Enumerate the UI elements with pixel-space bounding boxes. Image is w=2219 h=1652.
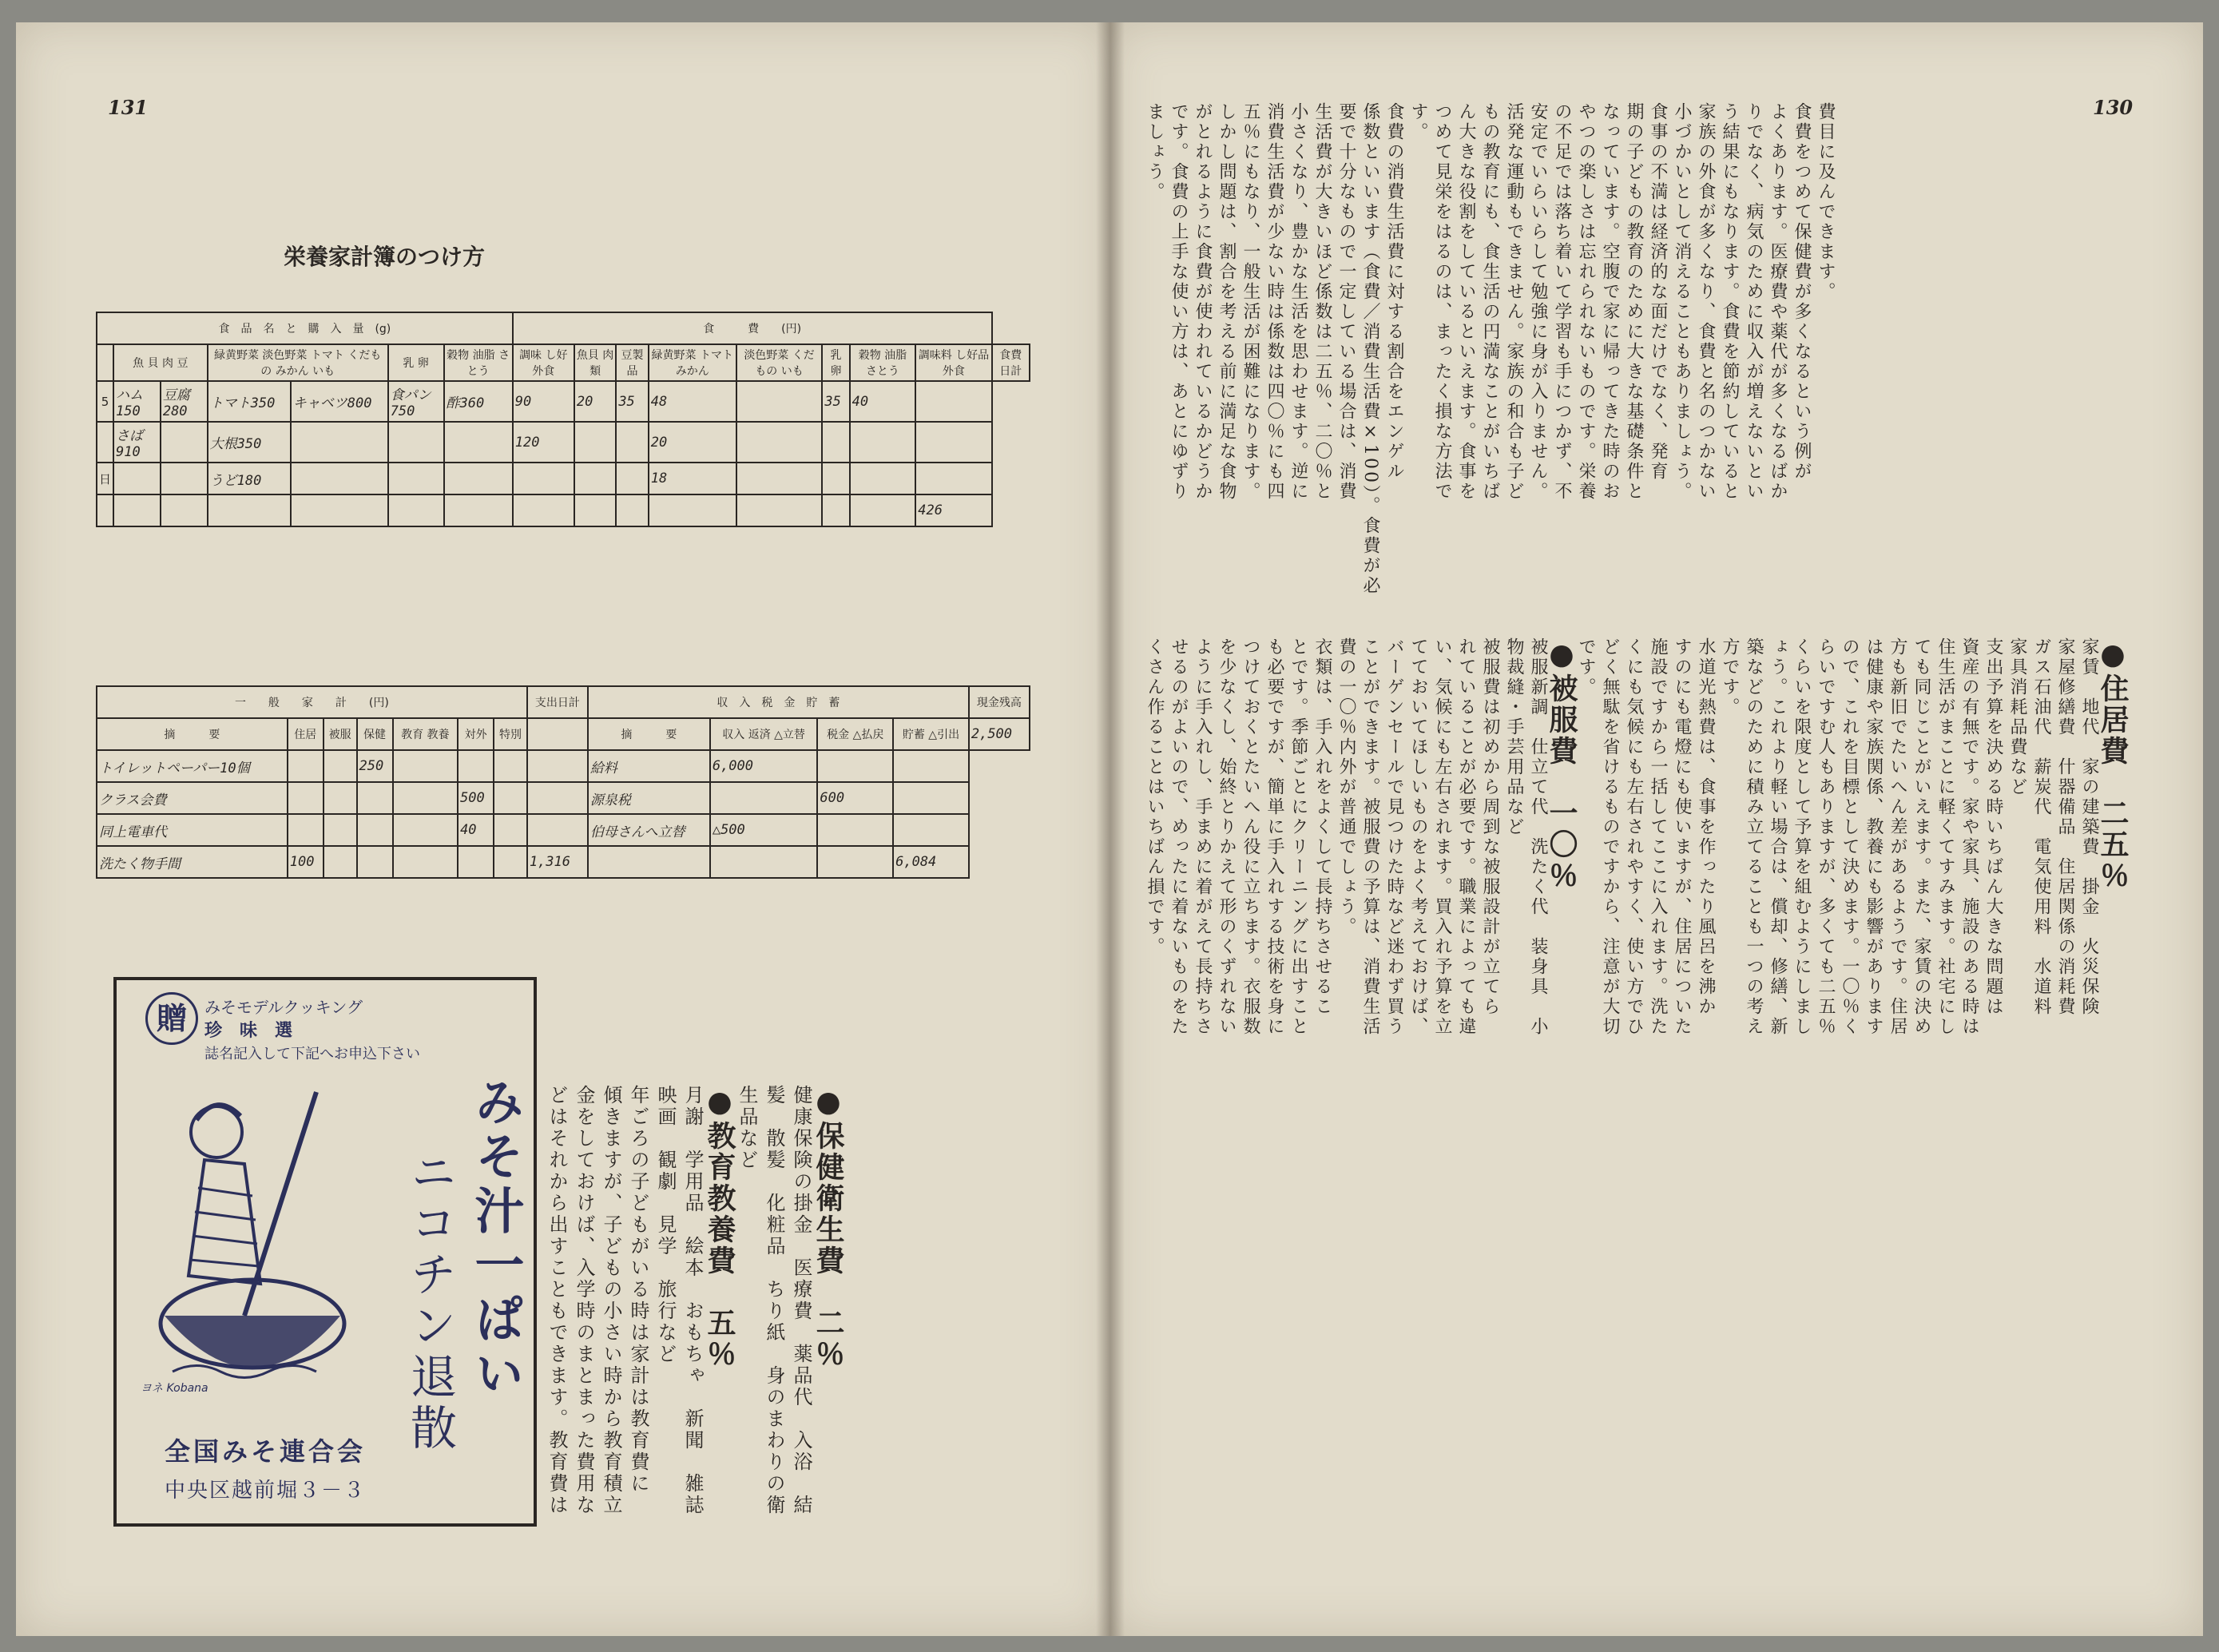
right-bottom-text xyxy=(1142,637,2130,1596)
food-cell xyxy=(616,463,648,494)
general-cell xyxy=(527,750,588,782)
general-cell xyxy=(324,750,357,782)
housing-line: 方も新旧でたいへん差があるようです。住居 xyxy=(1888,637,1907,1037)
food-cell xyxy=(291,422,388,463)
housing-line: 家具消耗品費など xyxy=(2007,637,2027,797)
general-col-left-6: 特別 xyxy=(494,718,527,750)
clothing-line: も必要ですが、簡単に手入れする技術を身に xyxy=(1264,637,1284,1037)
food-cell: 120 xyxy=(513,422,574,463)
food-body-line: う結果にもなります。食費を節約していると xyxy=(1720,102,1740,502)
food-cell xyxy=(444,463,513,494)
table-title: 栄養家計簿のつけ方 xyxy=(284,244,486,270)
ad-slogan1: みそ汁一ぱい xyxy=(466,1076,525,1402)
general-cell xyxy=(527,814,588,846)
health-heading: ●保健衛生費 二％ xyxy=(812,1085,845,1370)
food-cell xyxy=(915,381,991,422)
food-cell xyxy=(850,422,916,463)
food-col-right-5: 穀物 油脂 さとう xyxy=(850,344,916,381)
food-cell xyxy=(388,494,444,526)
food-col-left-3: 穀物 油脂 さとう xyxy=(444,344,513,381)
general-cell: 1,316 xyxy=(527,846,588,878)
food-cell: 20 xyxy=(574,381,616,422)
general-col-income-0: 摘 要 xyxy=(588,718,710,750)
general-col-left-2: 被服 xyxy=(324,718,357,750)
general-col-income-1: 収入 返済 △立替 xyxy=(710,718,818,750)
housing-line: 家屋修繕費 什器備品 住居関係の消耗費 xyxy=(2055,637,2075,1017)
clothing-line: ように手入れし、手まめに着がえて長持ちさ xyxy=(1193,637,1213,1037)
general-cell xyxy=(710,782,818,814)
utility-line: くにも気候にも左右されやすく、使い方でひ xyxy=(1624,637,1644,1037)
housing-line: 住生活がまことに軽くてすみます。社宅にし xyxy=(1935,637,1955,1037)
woman-stirring-pot-illustration xyxy=(149,1076,356,1412)
clothing-line: せるのがよいので、めったに着ないものをた xyxy=(1169,637,1189,1037)
clothing-line: ことができます。被服費の予算は、消費生活 xyxy=(1360,637,1380,1037)
book-gutter xyxy=(1096,22,1125,1636)
general-cell: 6,000 xyxy=(710,750,818,782)
food-cell xyxy=(388,463,444,494)
food-cell: さば910 xyxy=(113,422,161,463)
general-cell xyxy=(393,750,458,782)
engel-line: 要で十分なもので一定している場合は、消費 xyxy=(1336,102,1356,502)
general-header-left: 一 般 家 計 (円) xyxy=(97,686,527,718)
general-household-table xyxy=(96,685,1030,879)
education-line: 年ごろの子どもがいる時は家計は教育費に xyxy=(627,1085,649,1495)
utility-line: 施設ですから一括してここに入れます。洗た xyxy=(1648,637,1668,1037)
general-cell xyxy=(527,782,588,814)
right-top-line: しかし問題は、割合を考える前に満足な食物 xyxy=(1217,102,1237,502)
food-body-line: なっています。空腹で家に帰ってきた時のお xyxy=(1600,102,1620,502)
food-cell: 大根350 xyxy=(208,422,291,463)
food-cell xyxy=(736,381,823,422)
education-line: 映画 観劇 見学 旅行など xyxy=(654,1085,677,1365)
general-cell: 給料 xyxy=(588,750,710,782)
page-number-right: 130 xyxy=(2093,96,2134,119)
general-cell: 源泉税 xyxy=(588,782,710,814)
general-col-left-4: 教育 教養 xyxy=(393,718,458,750)
utility-line: です。 xyxy=(1576,637,1596,697)
food-body-line: 期の子どもの教育のために大きな基礎条件と xyxy=(1624,102,1644,502)
food-cell xyxy=(574,494,616,526)
general-cell xyxy=(324,846,357,878)
general-cell xyxy=(893,814,969,846)
housing-line: 方です。 xyxy=(1720,637,1740,717)
food-col-right-0: 魚貝 肉類 xyxy=(574,344,616,381)
food-cell xyxy=(649,494,736,526)
ad-organization: 全国みそ連合会 xyxy=(165,1436,367,1467)
food-rows xyxy=(97,381,1030,526)
food-cell xyxy=(574,422,616,463)
clothing-line: つけておくとたいへん役に立ちます。衣服数 xyxy=(1240,637,1260,1037)
clothing-line: 被服費は初めから周到な被服設計が立てら xyxy=(1480,637,1500,1017)
food-cell xyxy=(850,463,916,494)
general-cell xyxy=(357,782,393,814)
general-cell xyxy=(817,750,893,782)
general-row xyxy=(97,814,1030,846)
food-date-cell xyxy=(97,422,113,463)
clothing-line: 衣類は、手入れをよくして長持ちさせるこ xyxy=(1312,637,1332,1017)
clothing-line: 費の一〇％内外が普通でしょう。 xyxy=(1336,637,1356,937)
housing-line: くらいを限度として予算を組むようにしまし xyxy=(1792,637,1812,1037)
general-cell xyxy=(893,750,969,782)
food-body-line: す。 xyxy=(1408,102,1428,142)
food-body-line: 食費をつめて保健費が多くなるという例が xyxy=(1792,102,1812,482)
general-cell: 250 xyxy=(357,750,393,782)
health-line: 生品など xyxy=(736,1085,758,1171)
housing-line: ょう。これより軽い場合は、償却、修繕、新 xyxy=(1768,637,1788,1037)
food-row xyxy=(97,494,1030,526)
general-col-income-2: 税金 △払戻 xyxy=(817,718,893,750)
food-cell: 35 xyxy=(822,381,849,422)
food-cell: ハム150 xyxy=(113,381,161,422)
food-cell xyxy=(444,494,513,526)
food-body-line: やつの楽しさは忘れられないものです。栄養 xyxy=(1576,102,1596,502)
food-cell: 40 xyxy=(850,381,916,422)
food-col-left-0: 魚 貝 肉 豆 xyxy=(113,344,208,381)
housing-line: らいですむ人もありますが、多くても二五％ xyxy=(1816,637,1836,1037)
general-cell: 洗たく物手間 xyxy=(97,846,288,878)
general-col-left-0: 摘 要 xyxy=(97,718,288,750)
housing-line: ガス石油代 薪炭代 電気使用料 水道料 xyxy=(2031,637,2051,1017)
general-cell xyxy=(393,814,458,846)
general-cell: △500 xyxy=(710,814,818,846)
housing-line: は健康や家族関係、教養にも影響があります xyxy=(1864,637,1884,1037)
food-cell xyxy=(574,463,616,494)
right-top-line: がとれるように食費が使われているかどうか xyxy=(1193,102,1213,502)
food-cell xyxy=(822,463,849,494)
general-cell: トイレットペーパー10個 xyxy=(97,750,288,782)
general-cell xyxy=(357,846,393,878)
general-cell: 伯母さんへ立替 xyxy=(588,814,710,846)
health-edu-section xyxy=(543,1085,845,1612)
food-cell xyxy=(822,422,849,463)
clothing-line: くさん作ることはいちばん損です。 xyxy=(1145,637,1165,957)
food-date-cell: 日 xyxy=(97,463,113,494)
education-line: 月謝 学用品 絵本 おもちゃ 新聞 雑誌 xyxy=(681,1085,704,1516)
food-col-right-6: 調味料 し好品 外食 xyxy=(915,344,991,381)
general-row xyxy=(97,846,1030,878)
food-body-line: の不足では落ち着いて学習も手につかず、不 xyxy=(1552,102,1572,502)
food-cell: 食パン750 xyxy=(388,381,444,422)
food-col-date xyxy=(97,344,113,381)
general-cell xyxy=(494,750,527,782)
food-body-line: 小づかいとして消えることもありましょう。 xyxy=(1672,102,1692,502)
general-header-balance: 現金残高 xyxy=(969,686,1030,718)
food-cell xyxy=(161,422,208,463)
engel-line: 消費生活費が少ない時は係数は四〇％にも四 xyxy=(1264,102,1284,502)
food-cell xyxy=(113,494,161,526)
general-cell xyxy=(494,814,527,846)
food-body-line: りでなく、病気のために収入が増えないとい xyxy=(1744,102,1764,502)
education-line: どはそれから出すこともできます。教育費は xyxy=(546,1085,568,1516)
engel-line: 食費の消費生活費に対する割合をエンゲル xyxy=(1384,102,1404,482)
food-row xyxy=(97,463,1030,494)
food-cell xyxy=(850,494,916,526)
housing-heading: ●住居費 二五％ xyxy=(2096,637,2130,892)
general-cell: 500 xyxy=(458,782,494,814)
food-col-right-3: 淡色野菜 くだもの いも xyxy=(736,344,823,381)
food-body-line: 活発な運動もできません。家族の和合も子ど xyxy=(1504,102,1524,502)
food-cell: トマト350 xyxy=(208,381,291,422)
food-cell xyxy=(616,422,648,463)
general-rows xyxy=(97,750,1030,878)
general-cell xyxy=(817,846,893,878)
health-line: 健康保険の掛金 医療費 薬品代 入浴 結 xyxy=(790,1085,812,1516)
general-header-total: 支出日計 xyxy=(527,686,588,718)
general-cell xyxy=(288,750,324,782)
general-cell xyxy=(494,846,527,878)
food-cell xyxy=(208,494,291,526)
clothing-heading: ●被服費 一〇％ xyxy=(1545,637,1578,892)
general-cell: 同上電車代 xyxy=(97,814,288,846)
food-cell: キャベツ800 xyxy=(291,381,388,422)
food-body-line: ん大きな役割をしているといえます。食事を xyxy=(1456,102,1476,502)
general-col-income-3: 貯蓄 △引出 xyxy=(893,718,969,750)
food-row xyxy=(97,422,1030,463)
clothing-line: 被服新調 仕立て代 洗たく代 装身具 小 xyxy=(1528,637,1548,1037)
food-col-left-1: 緑黄野菜 淡色野菜 トマト くだもの みかん いも xyxy=(208,344,388,381)
general-cell xyxy=(324,782,357,814)
general-cell: 40 xyxy=(458,814,494,846)
general-cell xyxy=(393,782,458,814)
housing-line: 資産の有無です。家や家具、施設のある時は xyxy=(1959,637,1979,1037)
food-column-headers xyxy=(97,344,1030,381)
general-row xyxy=(97,782,1030,814)
food-col-left-2: 乳 卵 xyxy=(388,344,444,381)
clothing-line: れていることが必要です。職業によっても違 xyxy=(1456,637,1476,1037)
ad-line3: 誌名記入して下記へお申込下さい xyxy=(204,1046,420,1062)
clothing-line: てておいてほしいものをよく考えておけば、 xyxy=(1408,637,1428,1037)
gift-mark: 贈 xyxy=(145,992,198,1045)
food-body-line: つめて見栄をはるのは、まったく損な方法で xyxy=(1432,102,1452,502)
general-cell xyxy=(817,814,893,846)
right-top-line: ましょう。 xyxy=(1145,102,1165,202)
food-cell: 426 xyxy=(915,494,991,526)
engel-line: 係数といいます（食費／消費生活費×100）。食費が必 xyxy=(1360,102,1380,596)
left-page xyxy=(16,22,1110,1636)
clothing-line: バーゲンセールで見つけた時など迷わず買う xyxy=(1384,637,1404,1037)
food-col-left-4: 調味 し好 外食 xyxy=(513,344,574,381)
general-cell xyxy=(288,782,324,814)
food-cell: 35 xyxy=(616,381,648,422)
food-body-line: よくあります。医療費や薬代が多くなるばか xyxy=(1768,102,1788,502)
right-top-line: 五％にもなり、一般生活が困難になります。 xyxy=(1240,102,1260,502)
right-page xyxy=(1110,22,2203,1636)
general-cell xyxy=(893,782,969,814)
food-body-line: もの教育にも、食生活の円満なことがいちば xyxy=(1480,102,1500,502)
food-cell: 48 xyxy=(649,381,736,422)
engel-line: 小さくなり、豊かな生活を思わせます。逆に xyxy=(1288,102,1308,502)
ad-line2: 珍 味 選 xyxy=(204,1021,293,1041)
food-cell: 20 xyxy=(649,422,736,463)
ad-address: 中央区越前堀３－３ xyxy=(165,1479,367,1503)
general-cell xyxy=(458,846,494,878)
food-body-line: 安定でいらいらして勉強に身が入りません。 xyxy=(1528,102,1548,502)
engel-line: 生活費が大きいほど係数は二五％、二〇％と xyxy=(1312,102,1332,502)
general-col-left-5: 対外 xyxy=(458,718,494,750)
food-cell: 90 xyxy=(513,381,574,422)
food-cell xyxy=(915,422,991,463)
food-body-line: 家族の外食が多くなり、食費と名のつかない xyxy=(1696,102,1716,502)
housing-line: 家賃 地代 家の建築費 掛金 火災保険 xyxy=(2079,637,2099,1017)
food-cell xyxy=(736,463,823,494)
food-cell xyxy=(388,422,444,463)
food-cell xyxy=(291,494,388,526)
general-cell xyxy=(710,846,818,878)
education-line: 金をしておけば、入学時のまとまった費用な xyxy=(573,1085,595,1516)
housing-line: 支出予算を決める時いちばん大きな問題は xyxy=(1983,637,2003,1017)
general-cell xyxy=(324,814,357,846)
food-cell: 豆腐280 xyxy=(161,381,208,422)
food-date-cell: 5 xyxy=(97,381,113,422)
right-top-text xyxy=(1142,102,1837,614)
food-row xyxy=(97,381,1030,422)
general-cell: 100 xyxy=(288,846,324,878)
general-cell xyxy=(588,846,710,878)
general-header-income: 収 入 税 金 貯 蓄 xyxy=(588,686,969,718)
general-cell xyxy=(357,814,393,846)
general-cell xyxy=(288,814,324,846)
food-cell xyxy=(822,494,849,526)
food-col-right-7: 食費日計 xyxy=(992,344,1030,381)
miso-advertisement xyxy=(113,977,537,1527)
general-cell xyxy=(458,750,494,782)
food-cell xyxy=(161,494,208,526)
housing-line: 築などのために積み立てることも一つの考え xyxy=(1744,637,1764,1037)
food-cell xyxy=(513,463,574,494)
food-header-left: 食 品 名 と 購 入 量 (g) xyxy=(97,312,513,344)
general-col-left-1: 住居 xyxy=(288,718,324,750)
food-body-line: 食事の不満は経済的な面だけでなく、発育 xyxy=(1648,102,1668,482)
utility-line: どく無駄を省けるものですから、注意が大切 xyxy=(1600,637,1620,1037)
ad-slogan2: ニコチン退散 xyxy=(403,1148,457,1455)
food-cell xyxy=(915,463,991,494)
food-date-cell xyxy=(97,494,113,526)
food-cell xyxy=(113,463,161,494)
clothing-line: とです。季節ごとにクリーニングに出すこと xyxy=(1288,637,1308,1037)
food-cell: うど180 xyxy=(208,463,291,494)
food-cell xyxy=(736,422,823,463)
ad-artist-sign: ヨネ Kobana xyxy=(141,1382,208,1395)
food-cell xyxy=(736,494,823,526)
right-top-line: です。食費の上手な使い方は、あとにゆずり xyxy=(1169,102,1189,502)
food-cell xyxy=(161,463,208,494)
food-purchase-table xyxy=(96,312,1030,527)
general-cell xyxy=(494,782,527,814)
general-row xyxy=(97,750,1030,782)
utility-line: すのにも電燈にも使いますが、住居についた xyxy=(1672,637,1692,1037)
general-cell: クラス会費 xyxy=(97,782,288,814)
housing-line: ので、これを目標として決めます。一〇％く xyxy=(1840,637,1860,1037)
clothing-line: 物裁縫・手芸用品など xyxy=(1504,637,1524,837)
food-cell: 18 xyxy=(649,463,736,494)
food-header-right: 食 費 (円) xyxy=(513,312,992,344)
health-line: 髪 散髪 化粧品 ちり紙 身のまわりの衛 xyxy=(763,1085,785,1516)
general-cell xyxy=(393,846,458,878)
food-cell xyxy=(513,494,574,526)
clothing-line: い、気候にも左右されます。買入れ予算を立 xyxy=(1432,637,1452,1037)
page-number-left: 131 xyxy=(108,96,149,119)
clothing-line: を少なくし、始終とりかえて形のくずれない xyxy=(1217,637,1237,1037)
general-cell: 6,084 xyxy=(893,846,969,878)
housing-line: ても同じことがいえます。また、家賃の決め xyxy=(1911,637,1931,1037)
food-col-right-1: 豆製品 xyxy=(616,344,648,381)
general-col-total xyxy=(527,718,588,750)
food-col-right-4: 乳 卵 xyxy=(822,344,849,381)
general-column-headers xyxy=(97,718,1030,750)
education-heading: ●教育教養費 五％ xyxy=(703,1085,736,1370)
food-cell xyxy=(291,463,388,494)
food-cell xyxy=(444,422,513,463)
ad-line1: みそモデルクッキング xyxy=(204,998,363,1017)
general-col-left-3: 保健 xyxy=(357,718,393,750)
food-col-right-2: 緑黄野菜 トマト みかん xyxy=(649,344,736,381)
food-body-line: 費目に及んできます。 xyxy=(1816,102,1836,302)
general-balance-start: 2,500 xyxy=(969,718,1030,750)
education-line: 傾きますが、子どもの小さい時から教育積立 xyxy=(600,1085,622,1516)
food-cell xyxy=(616,494,648,526)
food-cell: 酢360 xyxy=(444,381,513,422)
general-cell: 600 xyxy=(817,782,893,814)
housing-line: 水道光熱費は、食事を作ったり風呂を沸か xyxy=(1696,637,1716,1017)
